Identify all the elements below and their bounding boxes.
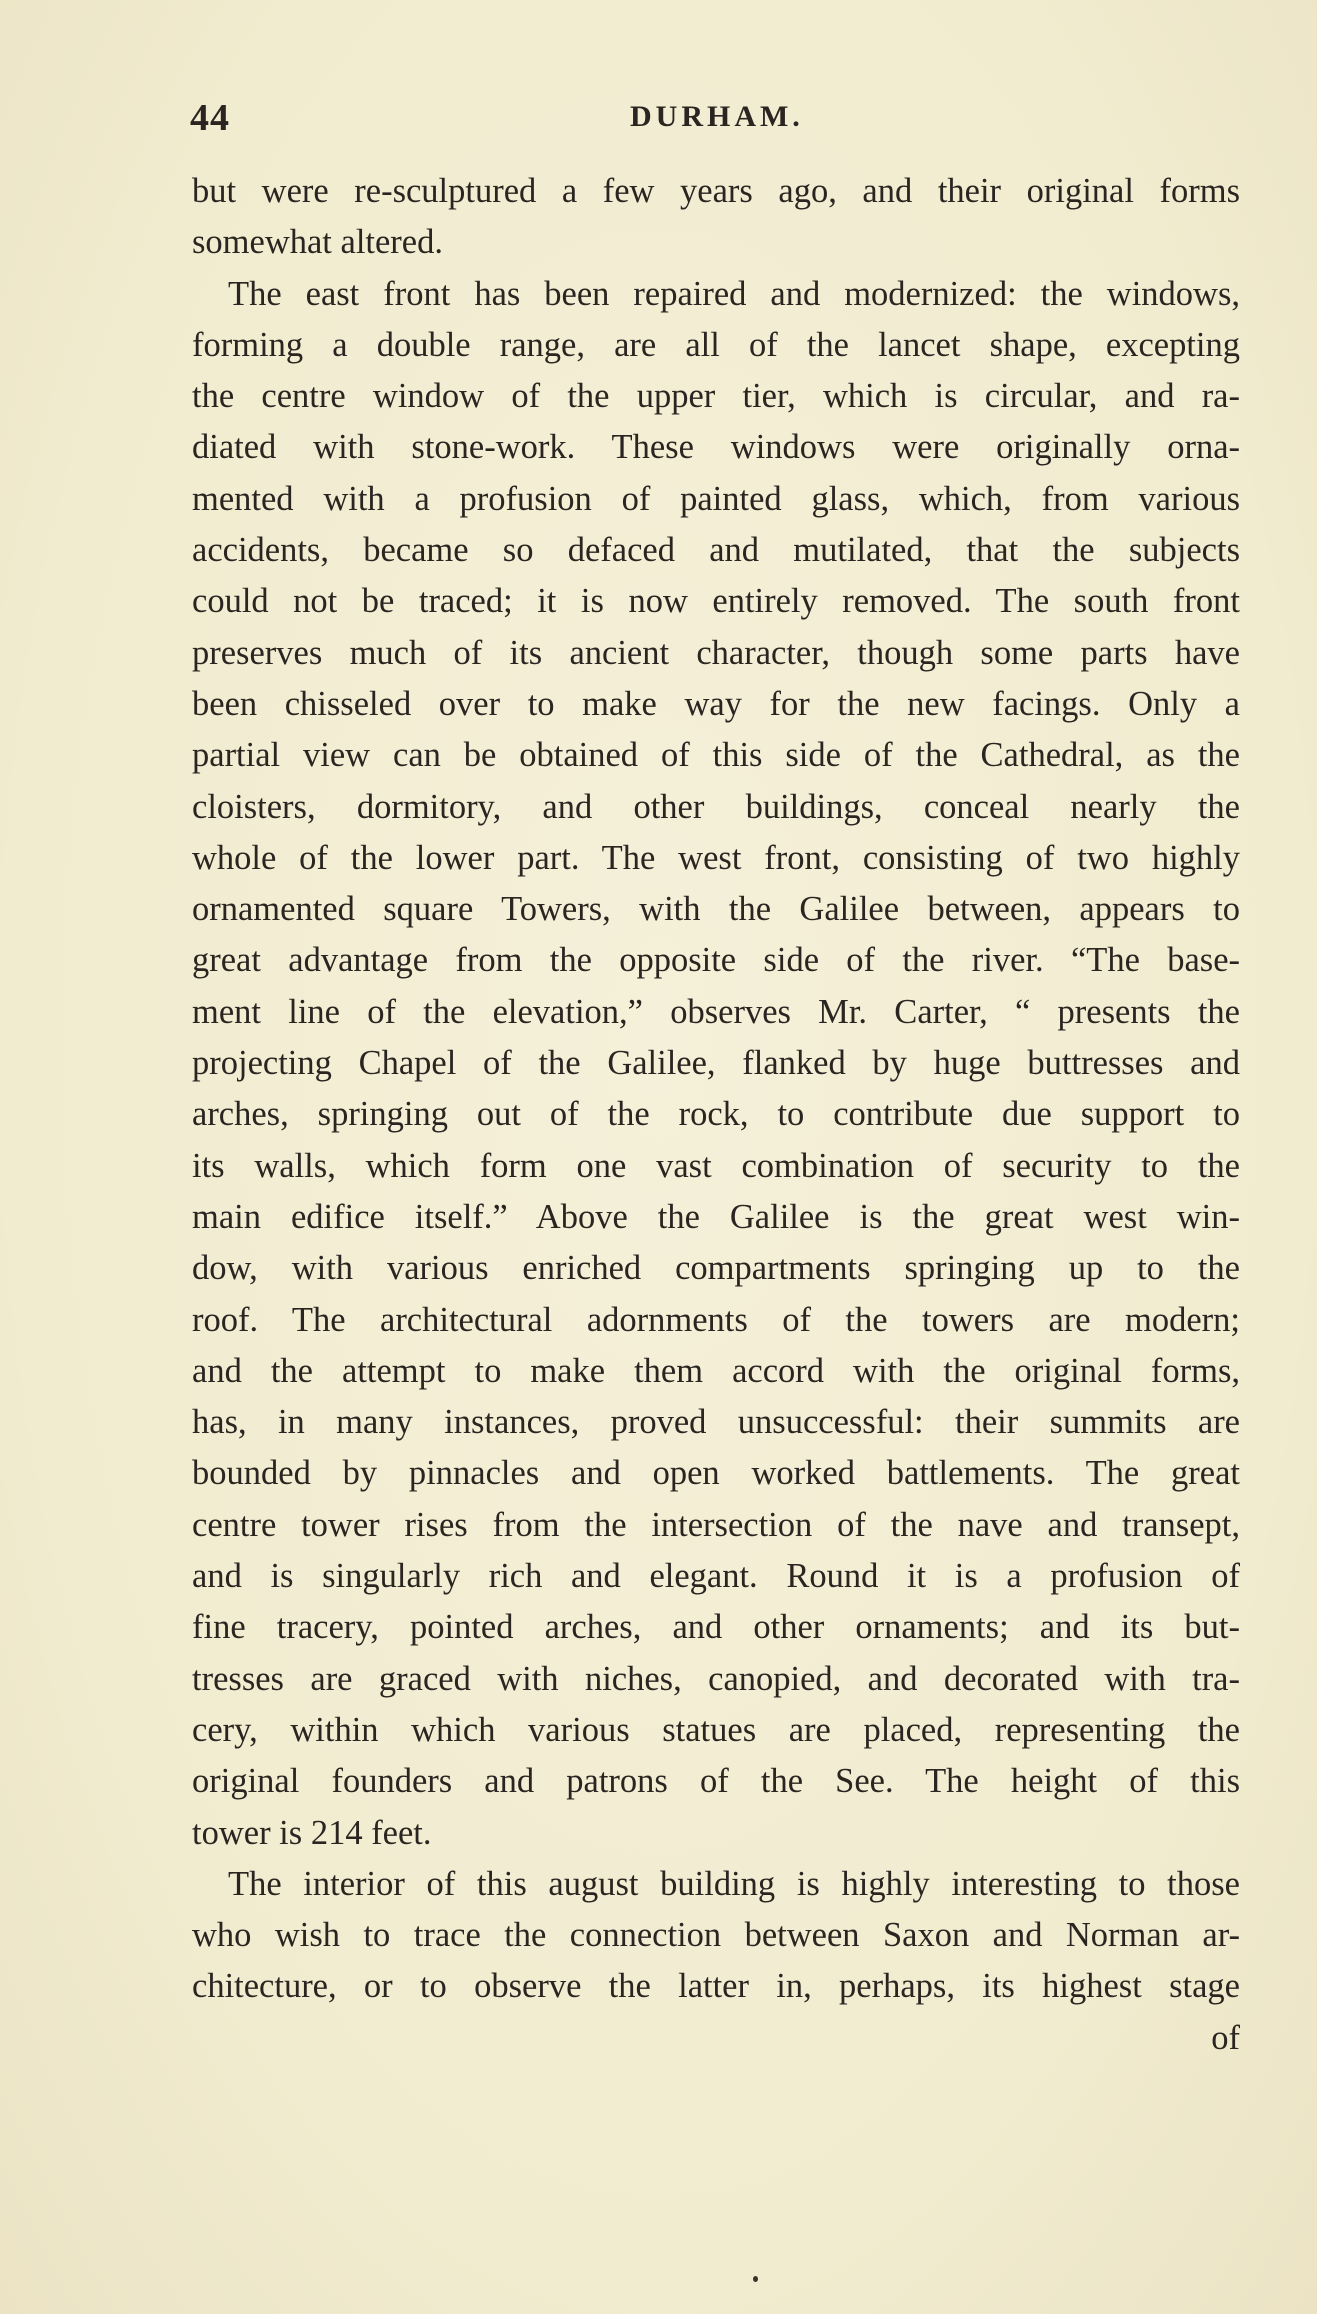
text-line: tresses are graced with niches, canopied, and decorated with tra- xyxy=(192,1659,1240,1698)
text-line: accidents, became so defaced and mutilated, that the subjects xyxy=(192,531,1240,570)
text-line: ornamented square Towers, with the Galilee between, appears to xyxy=(192,890,1240,929)
text-line: and is singularly rich and elegant. Round it is a profusion of xyxy=(192,1557,1240,1596)
text-line: been chisseled over to make way for the new facings. Only a xyxy=(192,684,1240,723)
text-line: but were re-sculptured a few years ago, and their original forms xyxy=(192,172,1240,210)
text-line: arches, springing out of the rock, to contribute due support to xyxy=(192,1095,1240,1134)
text-line: ment line of the elevation,” observes Mr. Carter, “ presents the xyxy=(192,992,1240,1031)
text-line: main edifice itself.” Above the Galilee is the great west win- xyxy=(192,1197,1240,1236)
text-line: cery, within which various statues are placed, representing the xyxy=(192,1710,1240,1749)
text-line: and the attempt to make them accord with the original forms, xyxy=(192,1351,1240,1390)
text-line: its walls, which form one vast combination of security to the xyxy=(192,1146,1240,1185)
paragraph-start-line: The east front has been repaired and modernized: the windows, xyxy=(228,274,1240,313)
text-line: cloisters, dormitory, and other buildings, conceal nearly the xyxy=(192,787,1240,826)
ink-speck xyxy=(753,2276,758,2282)
catchword: of xyxy=(1211,2018,1240,2057)
text-line: mented with a profusion of painted glass, which, from various xyxy=(192,479,1240,518)
text-line: original founders and patrons of the See. The height of this xyxy=(192,1762,1240,1801)
page-header xyxy=(190,96,1240,142)
text-line: whole of the lower part. The west front, consisting of two highly xyxy=(192,838,1240,877)
text-line: chitecture, or to observe the latter in, perhaps, its highest stage xyxy=(192,1967,1240,2006)
text-line: who wish to trace the connection between Saxon and Norman ar- xyxy=(192,1916,1240,1955)
text-line: somewhat altered. xyxy=(192,223,443,262)
page-number: 44 xyxy=(190,97,230,139)
text-line: forming a double range, are all of the lancet shape, excepting xyxy=(192,325,1240,364)
text-line: centre tower rises from the intersection of the nave and transept, xyxy=(192,1505,1240,1544)
text-line: preserves much of its ancient character, though some parts have xyxy=(192,633,1240,672)
text-line: fine tracery, pointed arches, and other ornaments; and its but- xyxy=(192,1608,1240,1647)
text-line: projecting Chapel of the Galilee, flanked by huge buttresses and xyxy=(192,1044,1240,1083)
text-line: partial view can be obtained of this side of the Cathedral, as the xyxy=(192,736,1240,775)
text-line: roof. The architectural adornments of the towers are modern; xyxy=(192,1300,1240,1339)
running-title: DURHAM. xyxy=(630,100,804,133)
text-line: could not be traced; it is now entirely removed. The south front xyxy=(192,582,1240,621)
text-line: bounded by pinnacles and open worked battlements. The great xyxy=(192,1454,1240,1493)
text-line: tower is 214 feet. xyxy=(192,1813,432,1852)
paragraph-start-line: The interior of this august building is highly interesting to those xyxy=(228,1864,1240,1903)
text-line: diated with stone-work. These windows were originally orna- xyxy=(192,428,1240,467)
text-line: great advantage from the opposite side of the river. “The base- xyxy=(192,941,1240,980)
text-line: dow, with various enriched compartments springing up to the xyxy=(192,1249,1240,1288)
text-line: the centre window of the upper tier, which is circular, and ra- xyxy=(192,377,1240,416)
body-text xyxy=(192,166,1240,2064)
text-line: has, in many instances, proved unsuccessful: their summits are xyxy=(192,1403,1240,1442)
